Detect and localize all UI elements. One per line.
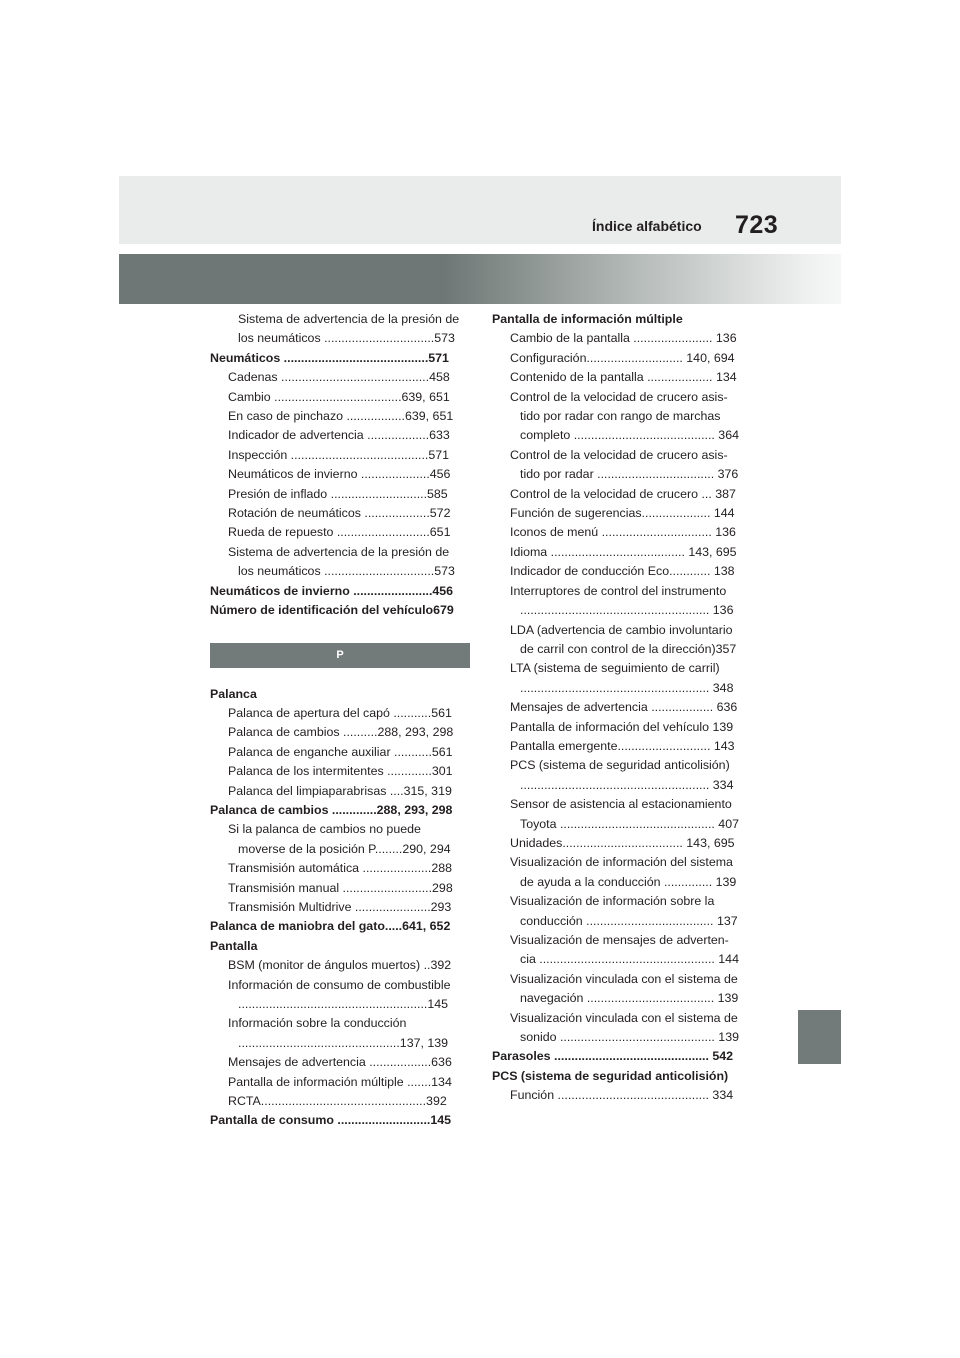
index-sub-entry: Neumáticos de invierno ....................456 <box>228 467 451 482</box>
index-sub-entry: Pantalla de información múltiple .......134 <box>228 1074 452 1089</box>
index-main-entry: Parasoles ............................................. 542 <box>492 1049 734 1064</box>
index-sub-entry: Visualización vinculada con el sistema de <box>510 1010 738 1025</box>
index-sub-entry: Visualización vinculada con el sistema de <box>510 971 738 986</box>
index-entry-continuation: de carril con control de la dirección)357 <box>520 641 737 656</box>
index-letter-heading: P <box>210 643 470 668</box>
index-sub-entry: Inspección ........................................571 <box>228 447 450 462</box>
index-sub-entry: Presión de inflado ............................585 <box>228 486 448 501</box>
index-sub-entry: Función ............................................ 334 <box>510 1088 734 1103</box>
index-sub-entry: Palanca de enganche auxiliar ...........561 <box>228 744 453 759</box>
index-main-entry: Palanca <box>210 686 257 701</box>
index-sub-entry: En caso de pinchazo .................639, 651 <box>228 409 454 424</box>
index-entry-continuation: ....................................................... 136 <box>520 603 734 618</box>
index-sub-entry: Indicador de conducción Eco............ 138 <box>510 564 735 579</box>
index-sub-entry: Sensor de asistencia al estacionamiento <box>510 797 732 812</box>
index-sub-entry: Pantalla de información del vehículo 139 <box>510 719 734 734</box>
chapter-side-tab <box>798 1010 841 1064</box>
index-sub-entry: Cambio .....................................639, 651 <box>228 389 450 404</box>
index-entry-continuation: de ayuda a la conducción .............. 139 <box>520 874 737 889</box>
index-main-entry: Pantalla <box>210 938 258 953</box>
index-sub-entry: Visualización de información sobre la <box>510 894 715 909</box>
index-sub-entry: BSM (monitor de ángulos muertos) ..392 <box>228 958 452 973</box>
index-column-right <box>492 310 752 1106</box>
index-sub-entry: Control de la velocidad de crucero asis- <box>510 447 728 462</box>
index-sub-entry: Transmisión automática ....................288 <box>228 861 453 876</box>
index-entry-continuation: tido por radar .................................. 376 <box>520 467 739 482</box>
index-sub-entry: PCS (sistema de seguridad anticolisión) <box>510 758 730 773</box>
index-entry-continuation: ....................................................... 348 <box>520 680 734 695</box>
index-sub-entry: Función de sugerencias.................... 144 <box>510 506 735 521</box>
section-title: Índice alfabético <box>592 218 702 234</box>
index-entry-continuation: conducción ..................................... 137 <box>520 913 738 928</box>
index-sub-entry: Unidades................................... 143, 695 <box>510 835 735 850</box>
index-sub-entry: Indicador de advertencia ..................633 <box>228 428 450 443</box>
index-sub-entry: Palanca de apertura del capó ...........561 <box>228 705 452 720</box>
index-entry-continuation: ...............................................137, 139 <box>238 1035 449 1050</box>
index-column-left <box>210 310 470 1131</box>
index-entry-continuation: ....................................................... 334 <box>520 777 734 792</box>
index-sub-entry: Configuración............................ 140, 694 <box>510 350 735 365</box>
index-entry-continuation: sonido ............................................. 139 <box>520 1030 739 1045</box>
index-entry-continuation: Toyota ............................................. 407 <box>520 816 739 831</box>
index-sub-entry: Palanca de los intermitentes .............301 <box>228 764 453 779</box>
index-sub-entry: LTA (sistema de seguimiento de carril) <box>510 661 720 676</box>
header-gradient-bar <box>119 254 841 304</box>
index-sub-entry: Información sobre la conducción <box>228 1016 407 1031</box>
index-entry-continuation: .......................................................145 <box>238 997 449 1011</box>
index-sub-entry: Interruptores de control del instrumento <box>510 583 727 598</box>
index-entry-continuation: los neumáticos ................................573 <box>238 564 455 579</box>
index-sub-entry: Palanca de cambios ..........288, 293, 298 <box>228 725 454 740</box>
index-main-entry: Pantalla de consumo ...........................145 <box>210 1113 452 1128</box>
index-sub-entry: Sistema de advertencia de la presión de <box>228 544 450 559</box>
index-main-entry: Palanca de cambios .............288, 293, 298 <box>210 802 453 817</box>
page-header <box>119 176 841 244</box>
index-sub-entry: Rotación de neumáticos ...................572 <box>228 506 451 521</box>
index-entry-continuation: completo ......................................... 364 <box>520 428 739 443</box>
index-main-entry: PCS (sistema de seguridad anticolisión) <box>492 1068 729 1083</box>
index-entry-continuation: moverse de la posición P........290, 294 <box>238 841 451 856</box>
index-main-entry: Neumáticos ..........................................571 <box>210 350 449 365</box>
index-main-entry: Pantalla de información múltiple <box>492 312 683 326</box>
index-entry-continuation: navegación ..................................... 139 <box>520 991 739 1006</box>
index-sub-entry: LDA (advertencia de cambio involuntario <box>510 622 733 637</box>
index-sub-entry: Palanca del limpiaparabrisas ....315, 319 <box>228 783 452 798</box>
index-sub-entry: Control de la velocidad de crucero ... 387 <box>510 486 736 501</box>
index-entry-continuation: Sistema de advertencia de la presión de <box>238 312 460 326</box>
index-sub-entry: Control de la velocidad de crucero asis- <box>510 389 728 404</box>
index-entry-continuation: los neumáticos ................................573 <box>238 331 455 346</box>
index-sub-entry: Transmisión manual ..........................298 <box>228 880 453 895</box>
index-sub-entry: Visualización de mensajes de adverten- <box>510 933 729 947</box>
index-main-entry: Palanca de maniobra del gato.....641, 652 <box>210 919 451 934</box>
index-main-entry: Neumáticos de invierno .......................456 <box>210 583 454 598</box>
index-sub-entry: Mensajes de advertencia .................. 636 <box>510 700 738 715</box>
index-entry-continuation: cia ................................................... 144 <box>520 952 739 967</box>
index-sub-entry: Cambio de la pantalla ....................... 136 <box>510 331 737 346</box>
index-sub-entry: Si la palanca de cambios no puede <box>228 822 421 837</box>
index-entry-continuation: tido por radar con rango de marchas <box>520 409 721 424</box>
index-main-entry: Número de identificación del vehículo679 <box>210 603 454 618</box>
page-number: 723 <box>735 211 779 239</box>
index-sub-entry: Idioma ....................................... 143, 695 <box>510 544 737 559</box>
index-sub-entry: Cadenas ...........................................458 <box>228 370 450 385</box>
index-sub-entry: Mensajes de advertencia ..................636 <box>228 1055 452 1070</box>
index-sub-entry: Pantalla emergente........................... 143 <box>510 738 735 753</box>
index-sub-entry: Contenido de la pantalla ................... 134 <box>510 370 737 385</box>
index-sub-entry: RCTA................................................392 <box>228 1094 447 1109</box>
index-sub-entry: Información de consumo de combustible <box>228 977 451 992</box>
index-sub-entry: Visualización de información del sistema <box>510 855 733 870</box>
index-sub-entry: Iconos de menú ................................ 136 <box>510 525 736 540</box>
index-sub-entry: Transmisión Multidrive ......................293 <box>228 899 452 914</box>
index-sub-entry: Rueda de repuesto ...........................651 <box>228 525 451 540</box>
